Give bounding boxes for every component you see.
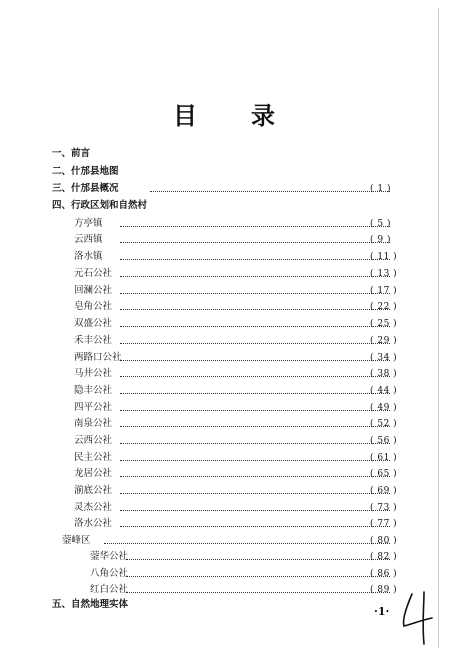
toc-entry[interactable] [0, 416, 450, 432]
dot-leader [120, 360, 390, 361]
toc-label: 四平公社 [74, 402, 113, 413]
toc-page-number: ( 29 ) [370, 336, 398, 346]
toc-label: 洛水镇 [74, 251, 103, 262]
dot-leader [120, 276, 390, 277]
toc-page-number: ( 82 ) [370, 552, 398, 562]
toc-label: 隐丰公社 [74, 385, 113, 396]
toc-label: 两路口公社 [74, 352, 122, 363]
title-char-mu: 目 [173, 101, 199, 130]
dot-leader [126, 592, 390, 593]
toc-label: 蓥峰区 [62, 535, 91, 546]
toc-entry[interactable] [0, 450, 450, 466]
dot-leader [120, 460, 390, 461]
handwritten-mark [398, 590, 440, 646]
dot-leader [120, 242, 390, 243]
dot-leader [120, 393, 390, 394]
toc-label: 洛水公社 [74, 518, 113, 529]
toc-label: 双盛公社 [74, 318, 113, 329]
toc-label: 灵杰公社 [74, 502, 113, 513]
toc-page-number: ( 13 ) [370, 269, 398, 279]
toc-page-number: ( 56 ) [370, 436, 398, 446]
toc-section-preface[interactable] [0, 146, 450, 162]
toc-page-number: ( 89 ) [370, 585, 398, 595]
toc-entry[interactable] [0, 232, 450, 248]
dot-leader [120, 476, 390, 477]
toc-entry[interactable] [0, 566, 450, 582]
dot-leader [120, 493, 390, 494]
toc-page-number: ( 44 ) [370, 386, 398, 396]
toc-label: 二、什邡县地图 [52, 166, 119, 177]
toc-page-number: ( 86 ) [370, 569, 398, 579]
toc-label: 云西公社 [74, 435, 113, 446]
dot-leader [120, 376, 390, 377]
toc-label: 方亭镇 [74, 218, 103, 229]
toc-page-number: ( 69 ) [370, 486, 398, 496]
toc-entry[interactable] [0, 400, 450, 416]
toc-page-number: ( 52 ) [370, 419, 398, 429]
toc-label: 禾丰公社 [74, 335, 113, 346]
title-char-lu: 录 [251, 101, 277, 130]
toc-page-number: ( 38 ) [370, 369, 398, 379]
toc-entry-district[interactable] [0, 533, 450, 549]
toc-page-number: ( 22 ) [370, 302, 398, 312]
toc-label: 湔底公社 [74, 485, 113, 496]
toc-entry[interactable] [0, 433, 450, 449]
toc-page-number: ( 11 ) [370, 252, 398, 262]
dot-leader [120, 326, 390, 327]
toc-label: 民主公社 [74, 452, 113, 463]
toc-entry[interactable] [0, 466, 450, 482]
toc-page-number: ( 65 ) [370, 469, 398, 479]
toc-page-number: ( 25 ) [370, 319, 398, 329]
toc-entry[interactable] [0, 316, 450, 332]
toc-page-number: ( 1 ) [370, 184, 391, 194]
toc-label: 龙居公社 [74, 468, 113, 479]
toc-entry[interactable] [0, 266, 450, 282]
dot-leader [120, 293, 390, 294]
toc-page-number: ( 5 ) [370, 219, 391, 229]
dot-leader [104, 543, 390, 544]
toc-page-number: ( 17 ) [370, 286, 398, 296]
toc-entry[interactable] [0, 350, 450, 366]
toc-entry[interactable] [0, 299, 450, 315]
toc-entry[interactable] [0, 383, 450, 399]
toc-entry[interactable] [0, 249, 450, 265]
dot-leader [120, 426, 390, 427]
toc-entry[interactable] [0, 483, 450, 499]
toc-page-number: ( 80 ) [370, 536, 398, 546]
toc-label: 蓥华公社 [90, 551, 129, 562]
toc-label: 三、什邡县概况 [52, 183, 119, 194]
dot-leader [150, 191, 390, 192]
toc-label: 南泉公社 [74, 418, 113, 429]
toc-section-administrative-divisions[interactable] [0, 198, 450, 214]
toc-page-number: ( 9 ) [370, 235, 391, 245]
dot-leader [120, 343, 390, 344]
toc-section-county-overview[interactable] [0, 181, 450, 197]
dot-leader [120, 526, 390, 527]
page-title [0, 96, 450, 131]
toc-page-number: ( 61 ) [370, 453, 398, 463]
toc-label: 皂角公社 [74, 301, 113, 312]
dot-leader [120, 510, 390, 511]
toc-label: 一、前言 [52, 148, 91, 159]
toc-label: 五、自然地理实体 [52, 599, 129, 610]
toc-page-number: ( 77 ) [370, 519, 398, 529]
toc-entry[interactable] [0, 500, 450, 516]
dot-leader [120, 259, 390, 260]
dot-leader [120, 443, 390, 444]
toc-label: 四、行政区划和自然村 [52, 200, 148, 211]
toc-label: 马井公社 [74, 368, 113, 379]
toc-entry[interactable] [0, 216, 450, 232]
toc-label: 红白公社 [90, 584, 129, 595]
toc-section-county-map[interactable] [0, 164, 450, 180]
toc-entry[interactable] [0, 549, 450, 565]
dot-leader [120, 410, 390, 411]
toc-entry[interactable] [0, 582, 450, 598]
toc-entry[interactable] [0, 516, 450, 532]
toc-label: 元石公社 [74, 268, 113, 279]
toc-entry[interactable] [0, 283, 450, 299]
dot-leader [126, 559, 390, 560]
toc-entry[interactable] [0, 333, 450, 349]
dot-leader [120, 309, 390, 310]
toc-page-number: ( 73 ) [370, 503, 398, 513]
toc-label: 云西镇 [74, 234, 103, 245]
toc-entry[interactable] [0, 366, 450, 382]
dot-leader [120, 226, 390, 227]
toc-page-number: ( 34 ) [370, 353, 398, 363]
dot-leader [126, 576, 390, 577]
toc-label: 回澜公社 [74, 285, 113, 296]
toc-label: 八角公社 [90, 568, 129, 579]
page-number-footer: ·1· [374, 605, 390, 618]
toc-page-number: ( 49 ) [370, 403, 398, 413]
